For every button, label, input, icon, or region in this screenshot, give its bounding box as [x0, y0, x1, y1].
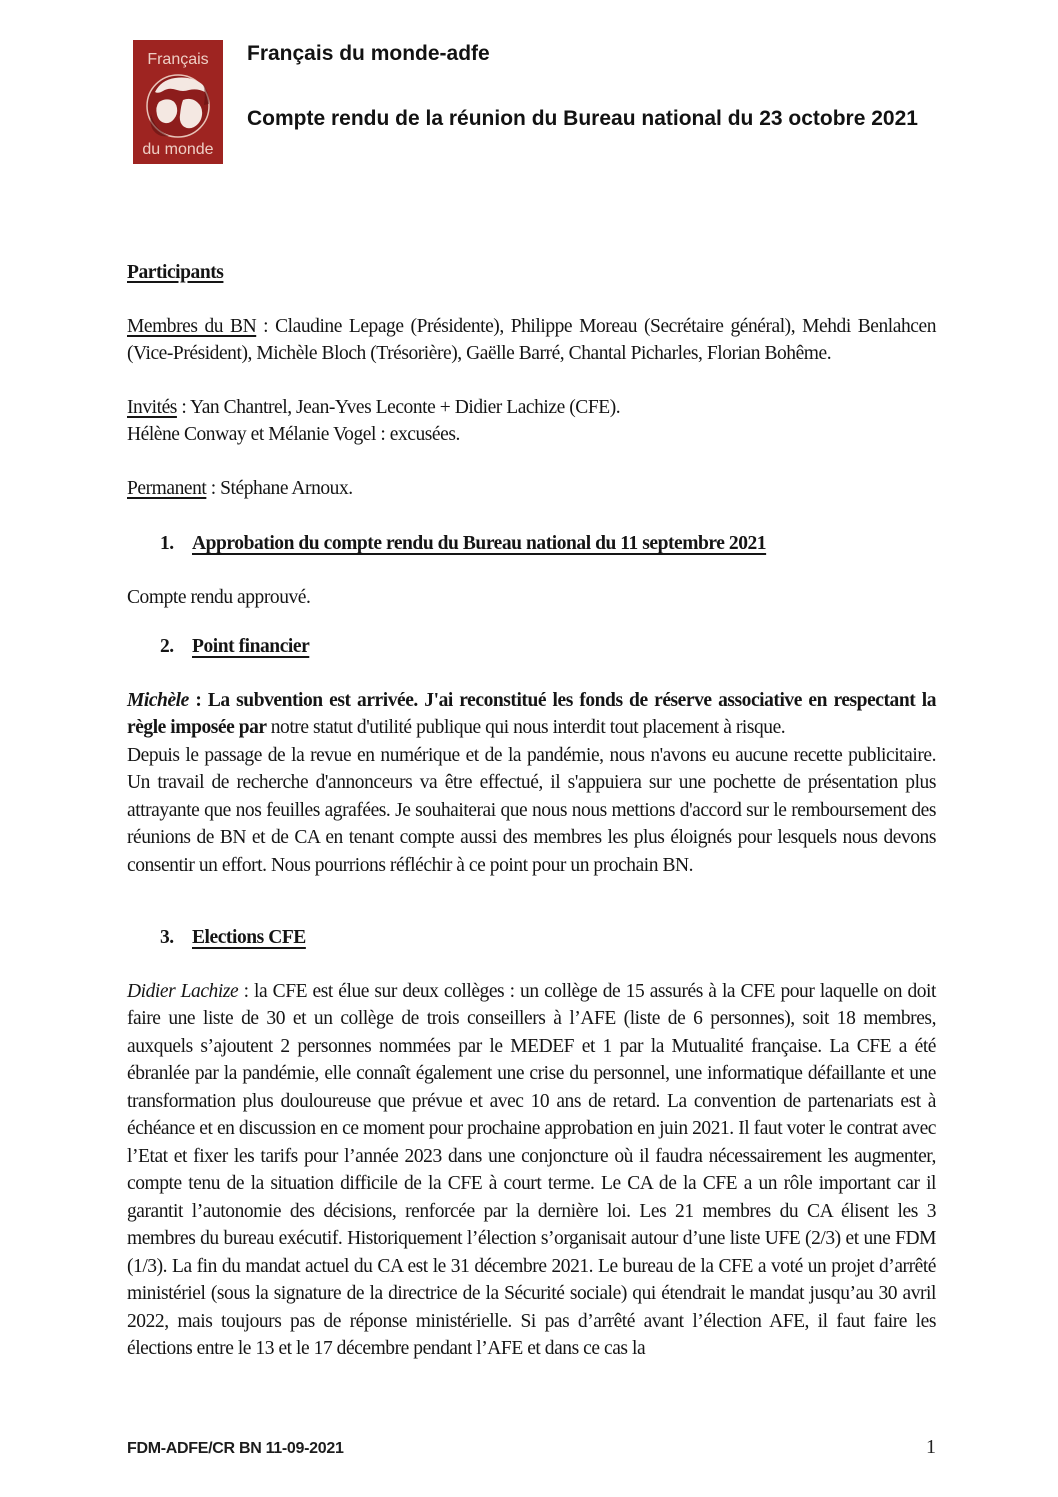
permanent-text: : Stéphane Arnoux. [206, 477, 353, 499]
document-title: Compte rendu de la réunion du Bureau national du 23 octobre 2021 [247, 107, 918, 130]
participants-invites-paragraph [127, 394, 936, 449]
section-2-title: Point financier [192, 636, 310, 657]
francais-du-monde-logo-icon [133, 40, 223, 164]
participants-membres-paragraph [127, 313, 936, 368]
document-body [127, 259, 936, 1363]
speaker-name: Didier Lachize [127, 980, 239, 1002]
footer-document-reference: FDM-ADFE/CR BN 11-09-2021 [127, 1440, 344, 1457]
invites-label: Invités [127, 396, 177, 418]
section-3-number: 3. [160, 927, 174, 948]
membres-label: Membres du BN [127, 315, 257, 337]
page-footer [127, 1436, 936, 1459]
section-2-paragraph [127, 687, 936, 880]
section-3-paragraph [127, 978, 936, 1363]
michele-speech [127, 687, 936, 742]
invites-line [127, 394, 936, 422]
didier-speech-text: : la CFE est élue sur deux collèges : un collège de 15 assurés à la CFE pour laquelle on doit faire une liste de 30 et un collège de trois conseillers à l’AFE (liste de 6 personnes), soit 18 membres, auxquels s’ajoutent 2 personnes nommées par le MEDEF et 1 par la Mutualité française. La CFE a été ébranlée par la pandémie, elle connaît également une crise du personnel, une informatique défaillante et une transformation plus douloureuse que prévue et avec 10 ans de retard. La convention de partenariats est à échéance et en discussion en ce moment pour prochaine approbation en juin 2021. Il faut voter le contrat avec l’Etat et fixer les tarifs pour l’année 2023 dans une conjoncture où il faudra nécessairement les augmenter, compte tenu de la situation difficile de la CFE à court terme. Le CA de la CFE a un rôle important car il garantit l’autonomie des décisions, renforcée par la dernière loi. Les 21 membres du CA élisent les 3 membres du bureau exécutif. Historiquement l’élection s’organisait autour d’une liste UFE (2/3) et une FDM (1/3). La fin du mandat actuel du CA est le 31 décembre 2021. Le bureau de la CFE a voté un projet d’arrêté ministériel (sous la signature de la directrice de la Sécurité sociale) qui étendrait le mandat jusqu’au 30 avril 2022, mais toujours pas de réponse ministérielle. Si pas d’arrêté avant l’élection AFE, il faut faire les élections entre le 13 et le 17 décembre pendant l’AFE et dans ce cas la [127, 980, 936, 1359]
section-3-heading [127, 924, 936, 952]
section-1-body: Compte rendu approuvé. [127, 586, 311, 608]
participants-permanent-paragraph [127, 475, 936, 503]
logo-top-text: Français [147, 51, 209, 68]
excused-line: Hélène Conway et Mélanie Vogel : excusées. [127, 424, 460, 445]
section-1-title: Approbation du compte rendu du Bureau national du 11 septembre 2021 [192, 533, 767, 554]
logo-bottom-text: du monde [142, 141, 214, 158]
invites-text: : Yan Chantrel, Jean-Yves Leconte + Didier Lachize (CFE). [176, 396, 621, 418]
membres-text: : Claudine Lepage (Présidente), Philippe Moreau (Secrétaire général), Mehdi Benlahcen (Vice-Président), Michèle Bloch (Trésorière), Gaëlle Barré, Chantal Picharles, Florian Bohême. [127, 315, 936, 364]
permanent-label: Permanent [127, 477, 207, 499]
section-3-title: Elections CFE [192, 927, 306, 948]
footer-page-number: 1 [926, 1436, 936, 1458]
michele-paragraph-2: Depuis le passage de la revue en numérique et de la pandémie, nous n'avons eu aucune recette publicitaire. Un travail de recherche d'annonceurs va être effectué, il s'appuiera sur une pochette de présentation plus attrayante que nos feuilles agrafées. Je souhaiterai que nous nous mettions d'accord sur le remboursement des réunions de BN et de CA en tenant compte aussi des membres les plus éloignés pour lesquels nous devons consentir un effort. Nous pourrions réfléchir à ce point pour un prochain BN. [127, 744, 936, 876]
section-2-number: 2. [160, 636, 174, 657]
header-titles [247, 42, 918, 135]
logo-globe-icon [147, 75, 209, 137]
speaker-name: Michèle [127, 689, 189, 711]
document-header [133, 40, 936, 164]
speech-bold-part: : La subvention est arrivée. J'ai reconstitué les fonds de réserve associative en respectant la règle imposée par [127, 689, 936, 738]
section-1-heading [127, 530, 936, 558]
participants-heading: Participants [127, 262, 224, 283]
speech-regular-part: notre statut d'utilité publique qui nous interdit tout placement à risque. [270, 717, 786, 738]
section-1-number: 1. [160, 533, 174, 554]
section-2-heading [127, 633, 936, 661]
organization-title: Français du monde-adfe [247, 42, 490, 65]
